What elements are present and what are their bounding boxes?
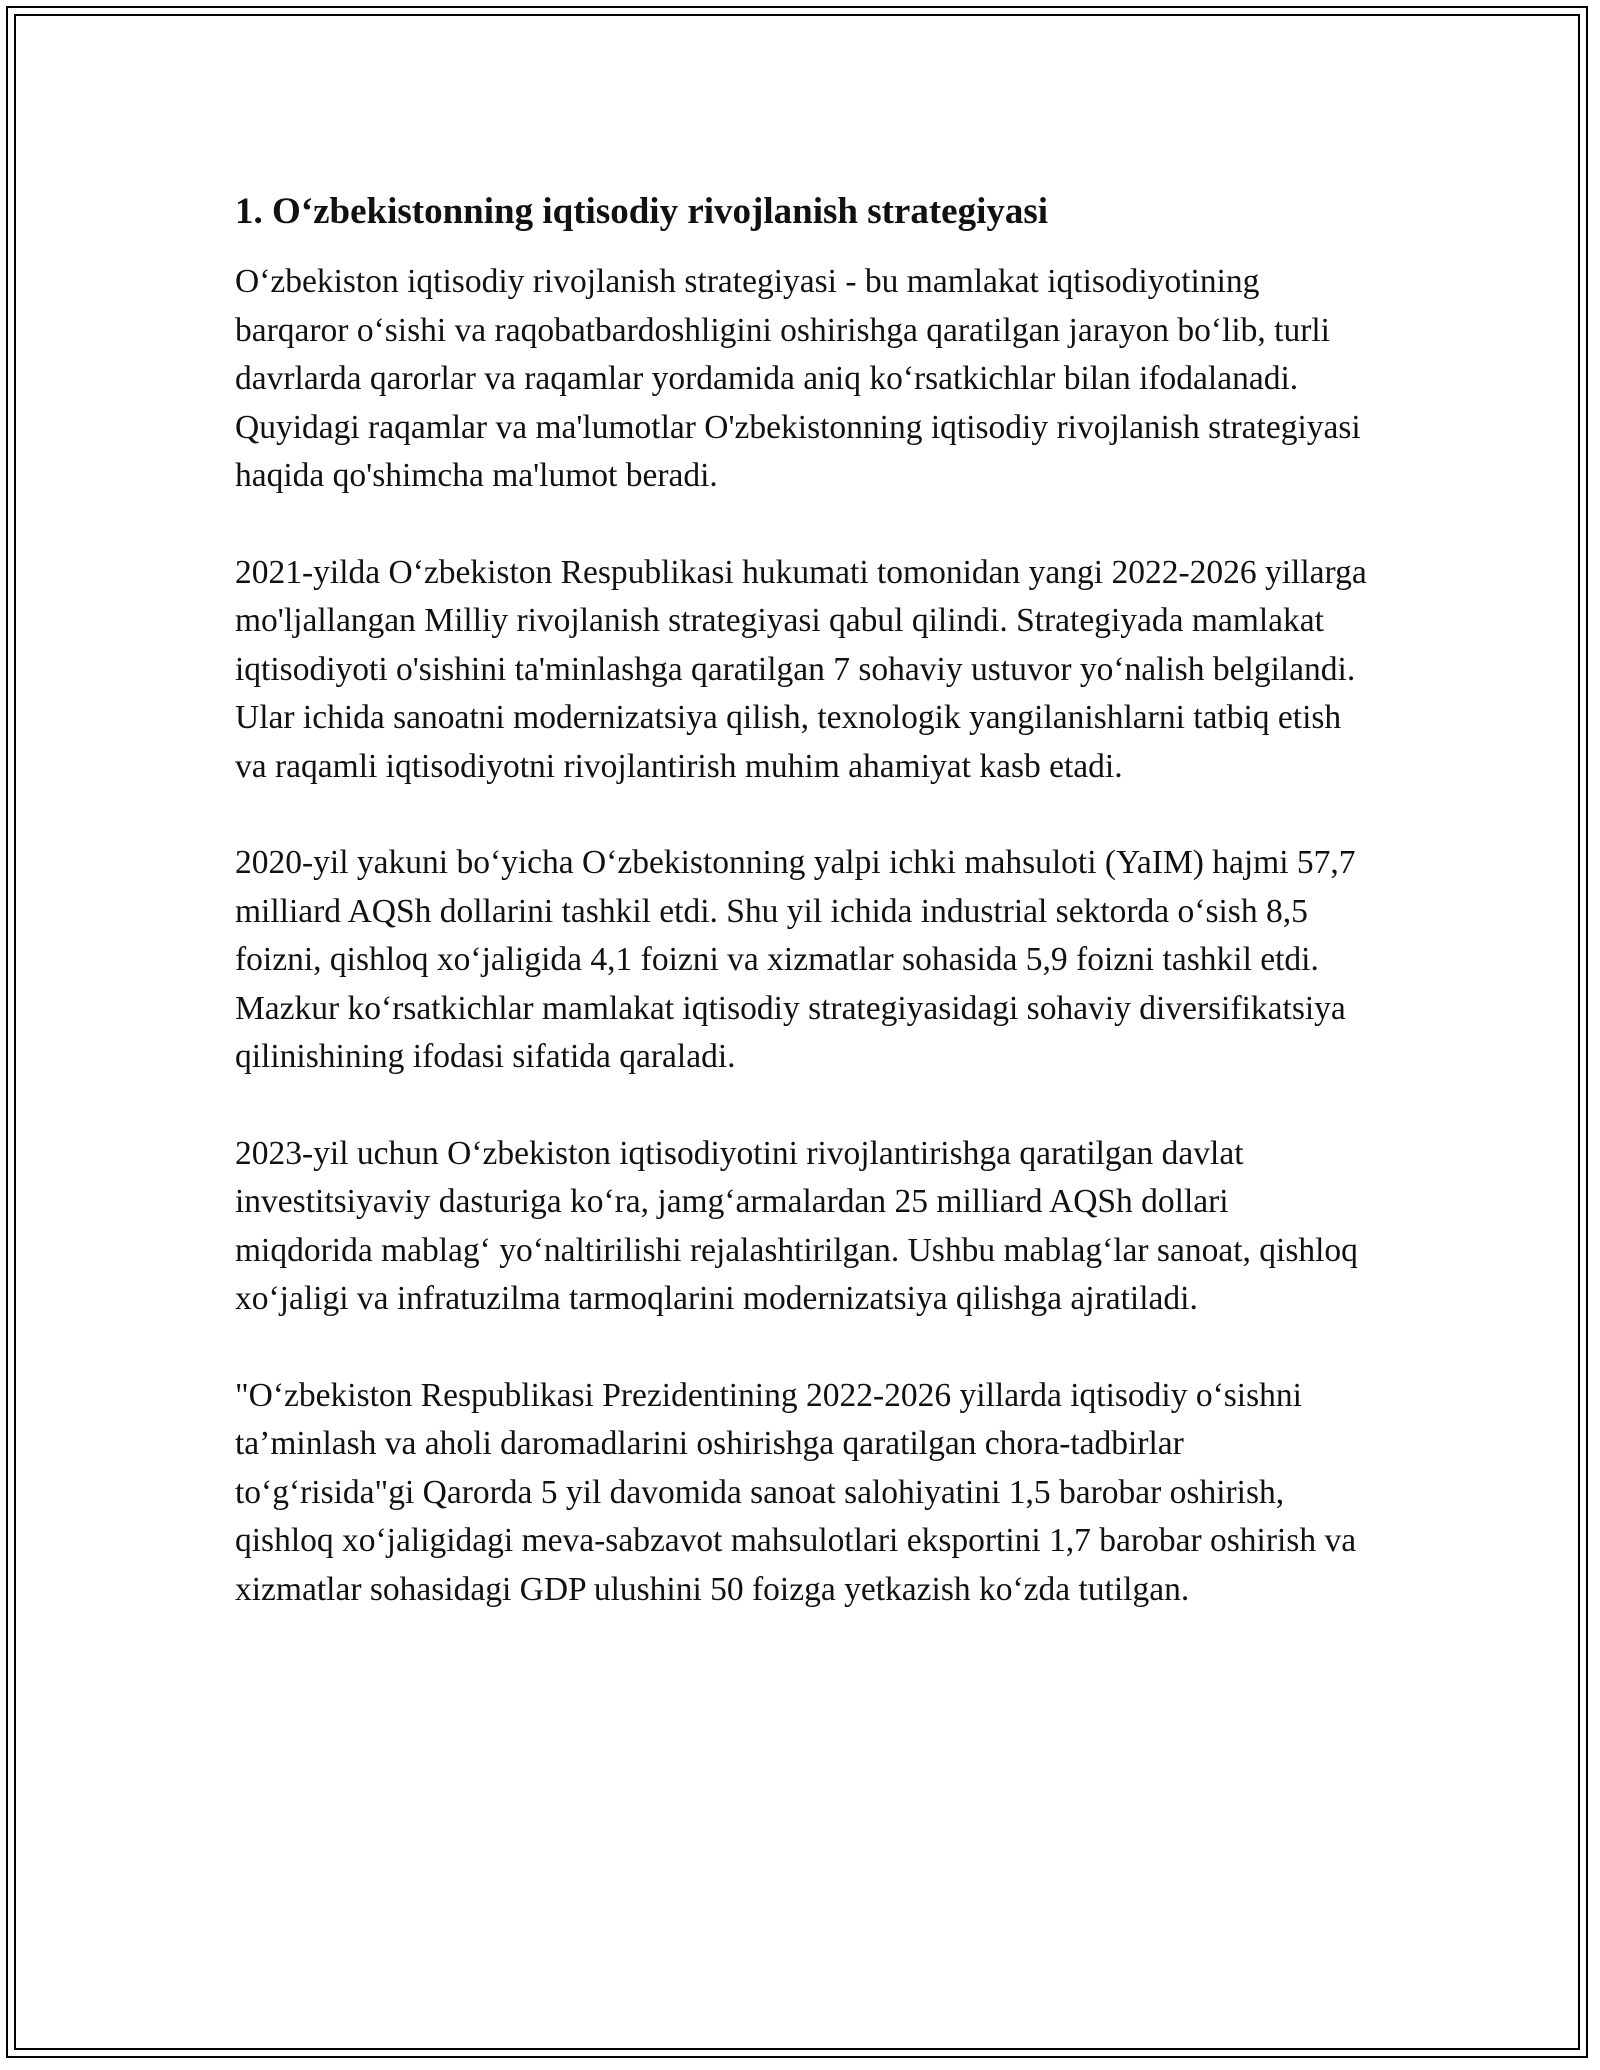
- document-body: [235, 188, 1370, 1662]
- section-title: 1. O‘zbekistonning iqtisodiy rivojlanish strategiyasi: [235, 191, 1049, 232]
- paragraph-gdp-2020: 2020-yil yakuni bo‘yicha O‘zbekistonning yalpi ichki mahsuloti (YaIM) hajmi 57,7 milliard AQSh dollarini tashkil etdi. Shu yil ichida industrial sektorda o‘sish 8,5 foizni, qishloq xo‘jaligida 4,1 foizni va xizmatlar sohasida 5,9 foizni tashkil etdi. Mazkur ko‘rsatkichlar mamlakat iqtisodiy strategiyasidagi sohaviy diversifikatsiya qilinishining ifodasi sifatida qaraladi.: [235, 844, 1356, 1075]
- paragraph-presidential-decree: "O‘zbekiston Respublikasi Prezidentining 2022-2026 yillarda iqtisodiy o‘sishni ta’minlash va aholi daromadlarini oshirishga qaratilgan chora-tadbirlar to‘g‘risida"gi Qarorda 5 yil davomida sanoat salohiyatini 1,5 barobar oshirish, qishloq xo‘jaligidagi meva-sabzavot mahsulotlari eksportini 1,7 barobar oshirish va xizmatlar sohasidagi GDP ulushini 50 foizga yetkazish ko‘zda tutilgan.: [235, 1376, 1357, 1608]
- paragraph-national-strategy-2022-2026: 2021-yilda O‘zbekiston Respublikasi hukumati tomonidan yangi 2022-2026 yillarga mo'ljallangan Milliy rivojlanish strategiyasi qabul qilindi. Strategiyada mamlakat iqtisodiyoti o'sishini ta'minlashga qaratilgan 7 sohaviy ustuvor yo‘nalish belgilandi. Ular ichida sanoatni modernizatsiya qilish, texnologik yangilanishlarni tatbiq etish va raqamli iqtisodiyotni rivojlantirish muhim ahamiyat kasb etadi.: [235, 553, 1367, 785]
- paragraph-investment-program-2023: 2023-yil uchun O‘zbekiston iqtisodiyotini rivojlantirishga qaratilgan davlat investitsiyaviy dasturiga ko‘ra, jamg‘armalardan 25 milliard AQSh dollari miqdorida mablag‘ yo‘naltirilishi rejalashtirilgan. Ushbu mablag‘lar sanoat, qishloq xo‘jaligi va infratuzilma tarmoqlarini modernizatsiya qilishga ajratiladi.: [235, 1134, 1358, 1317]
- paragraph-strategy-intro: O‘zbekiston iqtisodiy rivojlanish strategiyasi - bu mamlakat iqtisodiyotining barqaror o‘sishi va raqobatbardoshligini oshirishga qaratilgan jarayon bo‘lib, turli davrlarda qarorlar va raqamlar yordamida aniq ko‘rsatkichlar bilan ifodalanadi. Quyidagi raqamlar va ma'lumotlar O'zbekistonning iqtisodiy rivojlanish strategiyasi haqida qo'shimcha ma'lumot beradi.: [235, 263, 1361, 494]
